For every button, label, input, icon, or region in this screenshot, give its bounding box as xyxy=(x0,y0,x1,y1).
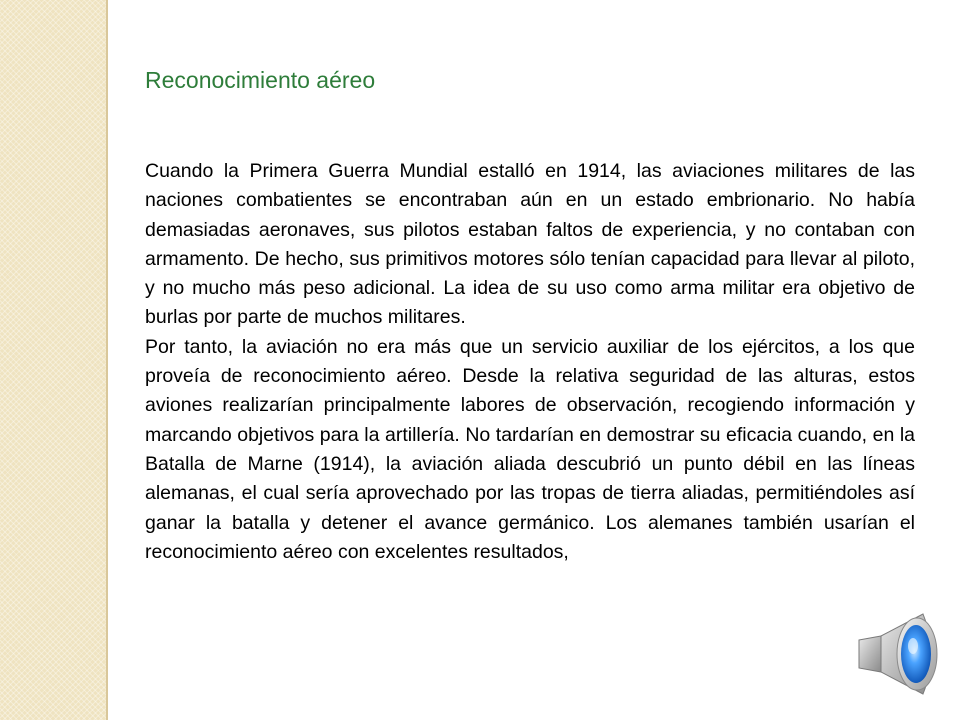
side-divider xyxy=(106,0,108,720)
slide-title: Reconocimiento aéreo xyxy=(145,67,376,93)
body-paragraph-1: Cuando la Primera Guerra Mundial estalló en 1914, las aviaciones militares de las naciones combatientes se encontraban aún en un estado embrionario. No había demasiadas aeronaves, sus pilotos estaban faltos de experiencia, y no contaban con armamento. De hecho, sus primitivos motores sólo tenían capacidad para llevar al piloto, y no mucho más peso adicional. La idea de su uso como arma militar era objetivo de burlas por parte de muchos militares. xyxy=(145,160,915,329)
slide-body xyxy=(145,157,915,567)
body-paragraph-2: Por tanto, la aviación no era más que un servicio auxiliar de los ejércitos, a los que proveía de reconocimiento aéreo. Desde la relativa seguridad de las alturas, estos aviones realizarían principalmente labores de observación, recogiendo información y marcando objetivos para la artillería. No tardarían en demostrar su eficacia cuando, en la Batalla de Marne (1914), la aviación aliada descubrió un punto débil en las líneas alemanas, el cual sería aprovechado por las tropas de tierra aliadas, permitiéndoles así ganar la batalla y detener el avance germánico. Los alemanes también usarían el reconocimiento aéreo con excelentes resultados, xyxy=(145,335,915,563)
speaker-icon-graphic xyxy=(853,610,943,698)
decorative-side-strip xyxy=(0,0,106,720)
speaker-icon[interactable] xyxy=(853,610,943,698)
